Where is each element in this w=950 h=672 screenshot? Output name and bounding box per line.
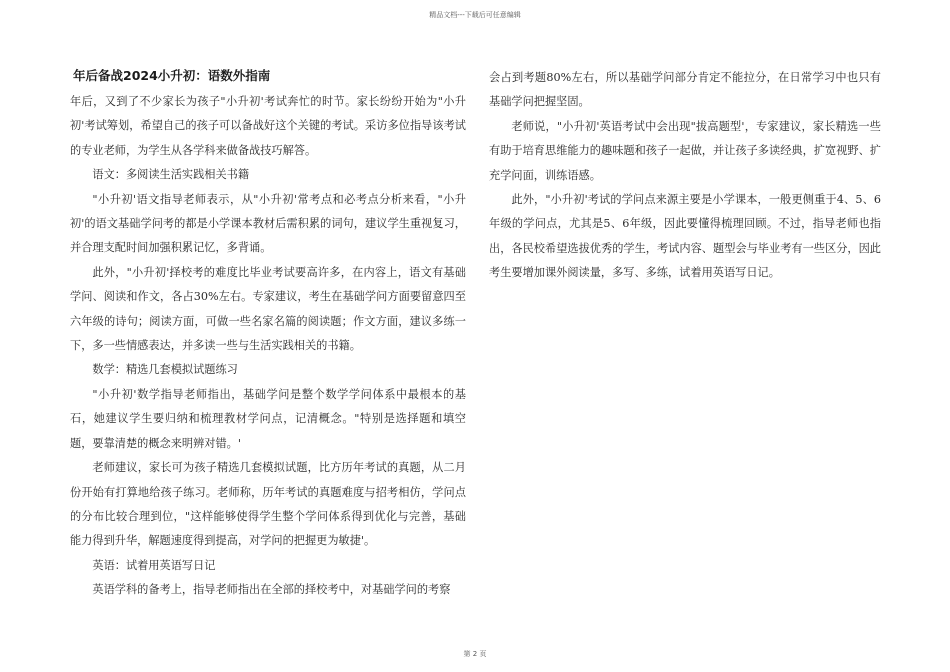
- right-column: [489, 66, 881, 286]
- paragraph: 此外，"小升初'择校考的难度比毕业考试要高许多，在内容上，语文有基础学问、阅读和作文，各占30%左右。专家建议，考生在基础学问方面要留意四至六年级的诗句；阅读方面，可做一些名家名篇的阅读题；作文方面，建议多练一下，多一些情感表达，并多读一些与生活实践相关的书籍。: [70, 265, 466, 353]
- paragraph: "小升初'语文指导老师表示，从"小升初'常考点和必考点分析来看，"小升初'的语文基础学问考的都是小学课本教材后需积累的词句，建议学生重视复习，并合理支配时间加强积累记忆，多背诵。: [70, 192, 466, 255]
- left-column: [70, 66, 466, 603]
- paragraph: 英语学科的备考上，指导老师指出在全部的择校考中，对基础学问的考察: [92, 583, 451, 597]
- paragraph: 此外，"小升初'考试的学问点来源主要是小学课本，一般更侧重于4、5、6年级的学问点，尤其是5、6年级，因此要懂得梳理回顾。不过，指导老师也指出，各民校希望选拔优秀的学生，考试内容、题型会与毕业考有一些区分，因此考生要增加课外阅读量，多写、多练，试着用英语写日记。: [489, 193, 881, 280]
- section-heading-math: 数学：精选几套模拟试题练习: [92, 363, 238, 377]
- paragraph: "小升初'数学指导老师指出，基础学问是整个数学学问体系中最根本的基石，她建议学生要归纳和梳理教材学问点，记清概念。"特别是选择题和填空题，要靠清楚的概念来明辨对错。': [70, 387, 466, 450]
- paragraph: 年后，又到了不少家长为孩子"小升初'考试奔忙的时节。家长纷纷开始为"小升初'考试筹划，希望自己的孩子可以备战好这个关键的考试。采访多位指导该考试的专业老师，为学生从各学科来做备战技巧解答。: [70, 95, 466, 157]
- section-heading-english: 英语：试着用英语写日记: [92, 558, 216, 572]
- paragraph: 老师说，"小升初'英语考试中会出现"拔高题型'，专家建议，家长精选一些有助于培育思维能力的趣味题和孩子一起做，并让孩子多读经典，扩宽视野、扩充学问面，训练语感。: [489, 119, 881, 182]
- paragraph: 老师建议，家长可为孩子精选几套模拟试题，比方历年考试的真题，从二月份开始有打算地给孩子练习。老师称，历年考试的真题难度与招考相仿，学问点的分布比较合理到位，"这样能够使得学生整个学问体系得到优化与完善，基础能力得到升华，解题速度得到提高，对学问的把握更为敏捷'。: [70, 461, 466, 548]
- section-heading-chinese: 语文：多阅读生活实践相关书籍: [92, 168, 250, 182]
- paragraph: 会占到考题80%左右，所以基础学问部分肯定不能拉分，在日常学习中也只有基础学问把握坚固。: [489, 71, 881, 109]
- header-note: 精品文档---下载后可任意编辑: [429, 11, 521, 19]
- page-title: 年后备战2024小升初：语数外指南: [73, 68, 271, 83]
- page-number: 第 2 页: [463, 650, 487, 658]
